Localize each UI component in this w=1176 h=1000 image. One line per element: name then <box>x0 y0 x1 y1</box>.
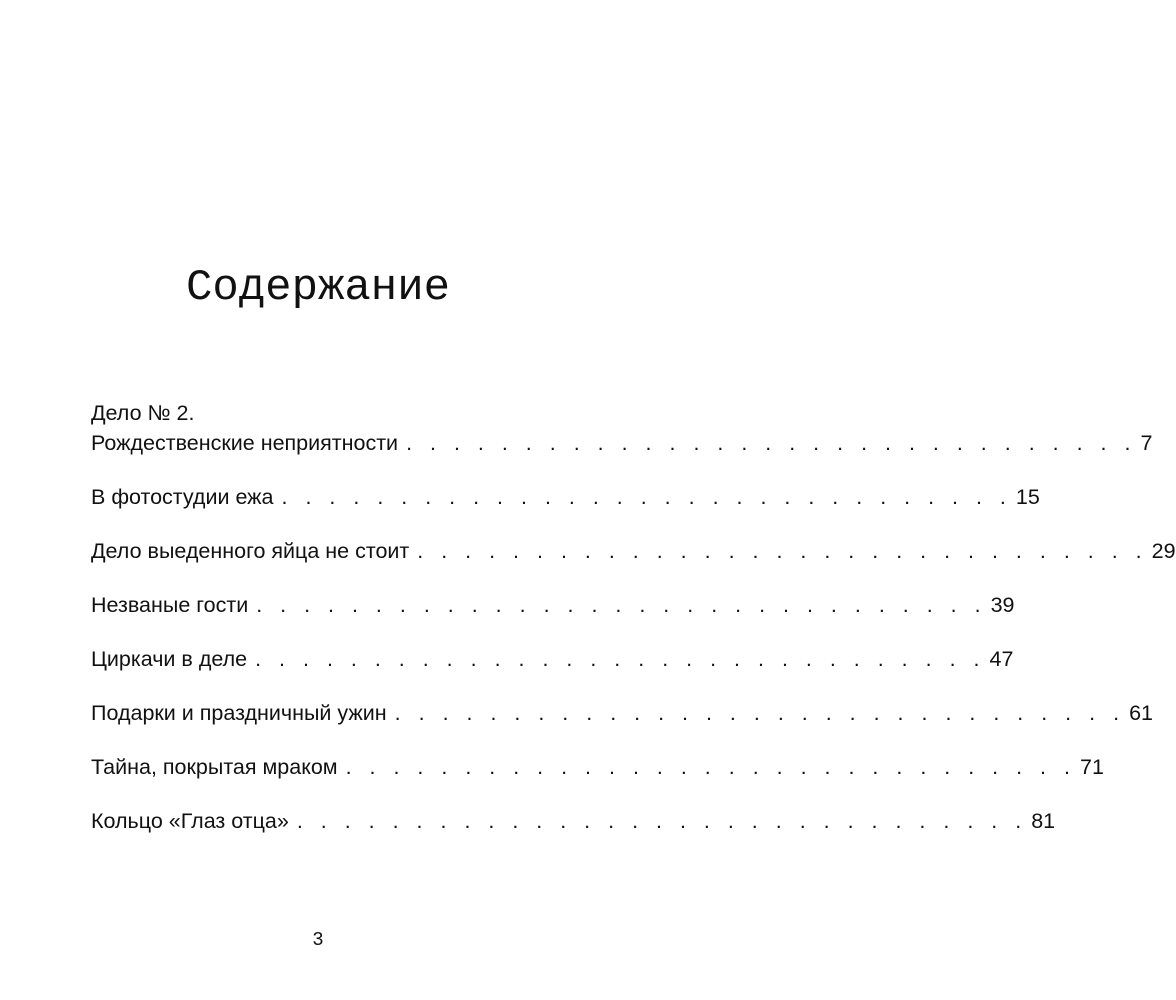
toc-entry-prefix: Дело № 2. <box>91 401 195 425</box>
toc-entry <box>91 536 1176 566</box>
toc-entry-page: 81 <box>1031 809 1056 833</box>
toc-entry-line <box>91 698 1153 728</box>
toc-entry-page: 71 <box>1079 755 1104 779</box>
toc-entry-title: Незваные гости <box>91 593 249 617</box>
page-title: Содержание <box>185 263 451 313</box>
toc-entry-line <box>91 644 1014 674</box>
toc-entry-title: Подарки и праздничный ужин <box>91 701 387 725</box>
dot-leader: . . . . . . . . . . . . . . . . . . . . . . . . . . . . . . . <box>417 539 1148 563</box>
page-number: 3 <box>312 929 324 951</box>
toc-entry-page: 47 <box>989 647 1014 671</box>
dot-leader: . . . . . . . . . . . . . . . . . . . . . . . . . . . . . . . <box>255 647 986 671</box>
toc-entry-line <box>91 482 1040 512</box>
toc-entry-title: Дело выеденного яйца не стоит <box>91 539 410 563</box>
dot-leader: . . . . . . . . . . . . . . . . . . . . . . . . . . . . . . . <box>406 431 1137 455</box>
toc-entry-title: Тайна, покрытая мраком <box>91 755 338 779</box>
toc-entry <box>91 590 1015 620</box>
toc-entry-page: 61 <box>1129 701 1153 725</box>
dot-leader: . . . . . . . . . . . . . . . . . . . . . . . . . . . . . . . <box>394 701 1126 725</box>
toc-entry-line <box>91 428 1153 458</box>
toc-entry <box>91 482 1040 512</box>
toc-entry-title: Циркачи в деле <box>91 647 248 671</box>
toc-entry <box>91 806 1056 836</box>
toc-entry-page: 29 <box>1151 539 1176 563</box>
toc-entry-prefix-line <box>91 398 534 428</box>
table-of-contents <box>91 398 1176 860</box>
toc-entry-line <box>91 806 1056 836</box>
toc-entry <box>91 698 1153 728</box>
toc-entry-title: Рождественские неприятности <box>91 431 399 455</box>
toc-entry-page: 39 <box>990 593 1015 617</box>
toc-entry <box>91 398 1153 458</box>
dot-leader: . . . . . . . . . . . . . . . . . . . . . . . . . . . . . . . <box>256 593 987 617</box>
toc-entry-page: 15 <box>1015 485 1040 509</box>
toc-entry-title: В фотостудии ежа <box>91 485 274 509</box>
toc-entry-page: 7 <box>1140 431 1153 455</box>
toc-entry <box>91 644 1014 674</box>
toc-entry-line <box>91 752 1104 782</box>
toc-entry-line <box>91 590 1015 620</box>
toc-entry-line <box>91 536 1176 566</box>
dot-leader: . . . . . . . . . . . . . . . . . . . . . . . . . . . . . . . <box>281 485 1012 509</box>
toc-entry <box>91 752 1104 782</box>
toc-entry-title: Кольцо «Глаз отца» <box>91 809 289 833</box>
dot-leader: . . . . . . . . . . . . . . . . . . . . . . . . . . . . . . . <box>296 809 1028 833</box>
dot-leader: . . . . . . . . . . . . . . . . . . . . . . . . . . . . . . . <box>345 755 1076 779</box>
